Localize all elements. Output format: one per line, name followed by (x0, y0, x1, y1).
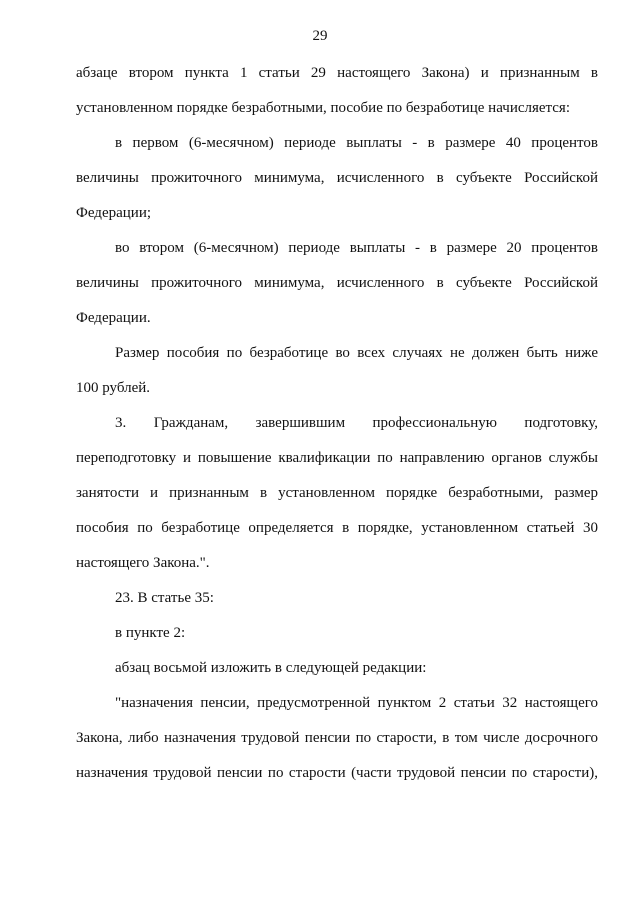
text-line: 23. В статье 35: (115, 590, 214, 606)
text-line: Федерации. (76, 310, 151, 326)
text-line: величины прожиточного минимума, исчисленного в субъекте Российской (76, 170, 598, 186)
text-line: настоящего Закона.". (76, 555, 210, 571)
text-line: в первом (6-месячном) периоде выплаты - в размере 40 процентов (115, 135, 598, 151)
text-line: Федерации; (76, 205, 152, 221)
text-line: во втором (6-месячном) периоде выплаты - в размере 20 процентов (115, 240, 598, 256)
page-number: 29 (312, 28, 328, 44)
text-line: переподготовку и повышение квалификации по направлению органов службы (76, 450, 598, 466)
text-line: Размер пособия по безработице во всех случаях не должен быть ниже (115, 345, 598, 361)
text-line: абзаце втором пункта 1 статьи 29 настоящего Закона) и признанным в (76, 65, 598, 81)
text-line: величины прожиточного минимума, исчисленного в субъекте Российской (76, 275, 598, 291)
text-line: 3. Гражданам, завершившим профессиональную подготовку, (115, 415, 598, 431)
body-text (76, 56, 598, 791)
text-line: пособия по безработице определяется в порядке, установленном статьей 30 (76, 520, 598, 536)
text-line: установленном порядке безработными, пособие по безработице начисляется: (76, 100, 571, 116)
text-line: Закона, либо назначения трудовой пенсии по старости, в том числе досрочного (76, 730, 598, 746)
text-line: "назначения пенсии, предусмотренной пунктом 2 статьи 32 настоящего (115, 695, 598, 711)
text-line: в пункте 2: (115, 625, 186, 641)
text-line: назначения трудовой пенсии по старости (части трудовой пенсии по старости), (76, 765, 598, 781)
text-line: занятости и признанным в установленном порядке безработными, размер (76, 485, 598, 501)
text-line: 100 рублей. (76, 380, 151, 396)
text-line: абзац восьмой изложить в следующей редакции: (115, 660, 427, 676)
